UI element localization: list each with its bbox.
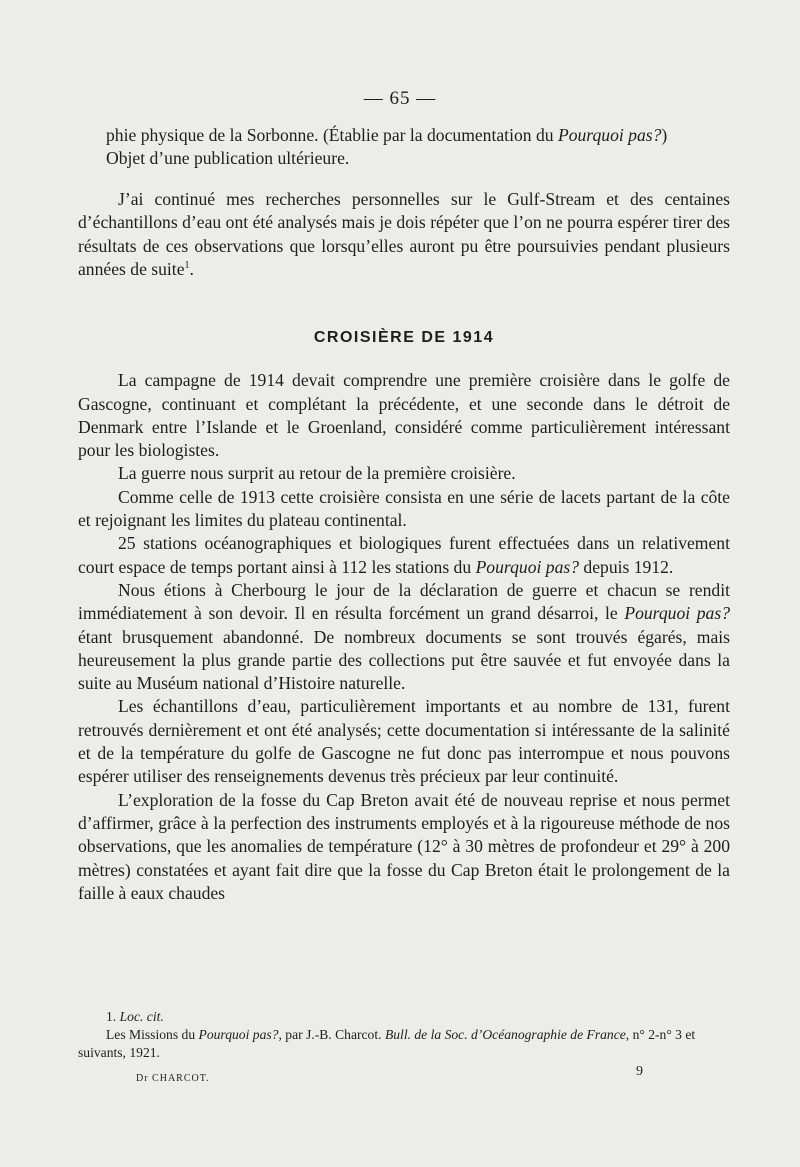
intro-block xyxy=(78,124,730,171)
paragraph-text: J’ai continué mes recherches personnelles sur le Gulf-Stream et des centaines d’échantillons d’eau ont été analysés mais je dois répéter que l’on ne pourra espérer tirer des résultats de ces observations que lorsqu’elles auront pu être poursuivies pendant plusieurs années de suite xyxy=(78,189,730,279)
intro-line-1 xyxy=(78,124,730,147)
section-heading: CROISIÈRE DE 1914 xyxy=(313,329,495,346)
footnote-2-text-a: Les Missions du xyxy=(106,1027,199,1042)
printer-signature: Dr CHARCOT. xyxy=(136,1073,210,1084)
page-number: — 65 — xyxy=(363,88,437,109)
footnote-1 xyxy=(78,1008,738,1026)
sheet-number: 9 xyxy=(636,1064,643,1079)
footnote-2-italic-1: Pourquoi pas? xyxy=(198,1027,279,1042)
footnote-2-italic-2: Bull. de la Soc. d’Océanographie de France xyxy=(384,1027,626,1042)
paragraph-4-text: 25 stations océanographiques et biologiques furent effectuées dans un relativement court espace de temps portant ainsi à 112 les stations du xyxy=(78,533,730,577)
paragraph-7: L’exploration de la fosse du Cap Breton avait été de nouveau reprise et nous permet d’affirmer, grâce à la perfection des instruments employés et à la rigoureuse méthode de nos observations, que les anomalies de température (12° à 30 mètres de profondeur et 29° à 200 mètres) constatées et ayant fait dire que la fosse du Cap Breton était le prolongement de la faille à eaux chaudes xyxy=(78,789,730,903)
footnote-reference: 1 xyxy=(184,260,190,272)
main-section xyxy=(78,326,730,905)
paragraph-end: . xyxy=(189,258,194,279)
intro-text: phie physique de la Sorbonne. (Établie par la documentation du xyxy=(106,125,558,145)
intro-close: ) xyxy=(661,125,668,145)
ship-name: Pourquoi pas? xyxy=(475,556,580,577)
paragraph-3: Comme celle de 1913 cette croisière consista en une série de lacets partant de la côte et rejoignant les limites du plateau continental. xyxy=(78,486,730,531)
intro-text-2: Objet d’une publication ultérieure. xyxy=(106,148,350,169)
paragraph-4-end: depuis 1912. xyxy=(579,556,674,577)
ship-name: Pourquoi pas? xyxy=(557,125,662,145)
paragraph-5-end: étant brusquement abandonné. De nombreux documents se sont trouvés égarés, mais heureusement la plus grande partie des collections put être sauvée et fut envoyée dans la suite au Muséum national d’Histoire naturelle. xyxy=(78,626,730,694)
footnote-number: 1. xyxy=(106,1009,117,1024)
gulf-stream-paragraph xyxy=(78,188,730,281)
paragraph-5-text: Nous étions à Cherbourg le jour de la déclaration de guerre et chacun se rendit immédiatement à son devoir. Il en résulta forcément un grand désarroi, le xyxy=(78,579,730,624)
footnote-2 xyxy=(78,1026,738,1062)
paragraph-1: La campagne de 1914 devait comprendre une première croisière dans le golfe de Gascogne, continuant et complétant la précédente, et une seconde dans le détroit de Denmark entre l’Islande et le Groenland, considéré comme particulièrement intéressant pour les biologistes. xyxy=(78,370,730,461)
intro-line-2 xyxy=(78,147,730,170)
paragraph-4 xyxy=(78,532,730,579)
paragraph-2: La guerre nous surprit au retour de la première croisière. xyxy=(118,463,516,484)
footnote-2-text-b: , par J.-B. Charcot. xyxy=(278,1027,385,1042)
paragraph-5 xyxy=(78,579,730,695)
paragraph xyxy=(78,188,730,281)
footnote-1-text: Loc. cit. xyxy=(119,1009,164,1024)
footnotes xyxy=(78,1008,738,1062)
paragraph-6: Les échantillons d’eau, particulièrement importants et au nombre de 131, furent retrouvés dernièrement et ont été analysés; cette documentation si intéressante de la salinité et de la température du golfe de Gascogne ne fut donc pas interrompue et nous pouvons espérer utiliser des renseignements devenus très précieux par leur continuité. xyxy=(78,696,730,787)
ship-name: Pourquoi pas? xyxy=(624,603,730,624)
footnote-2-text-c: , n° 2-n° 3 et suivants, 1921. xyxy=(78,1027,696,1060)
